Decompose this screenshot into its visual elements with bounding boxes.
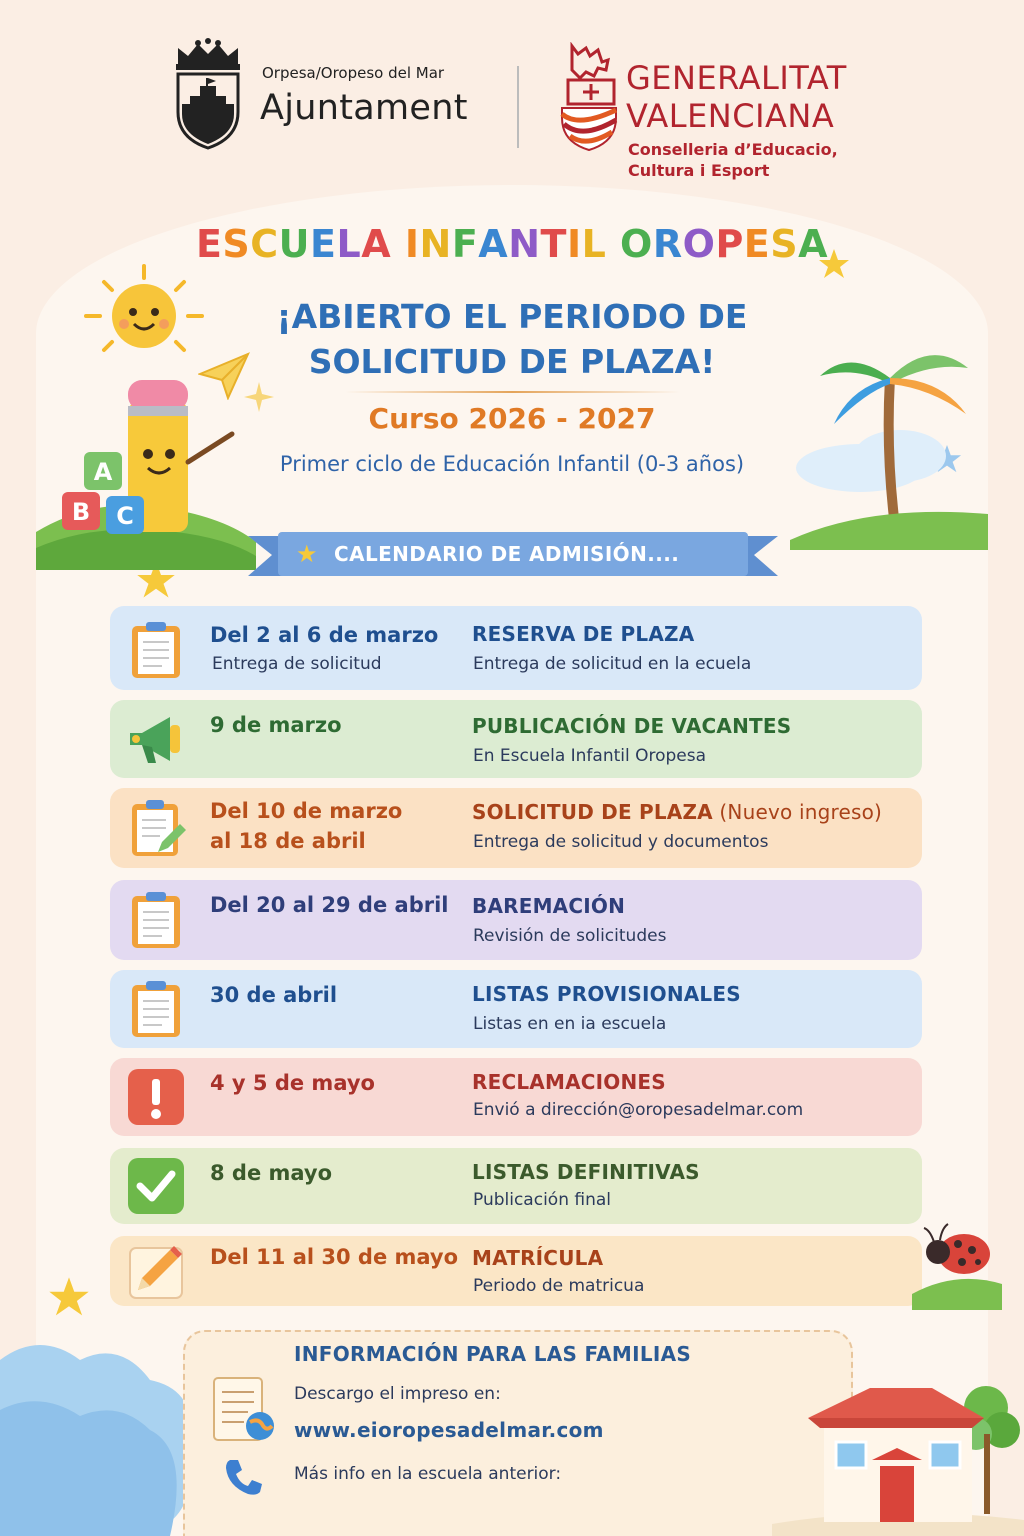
- calendar-row: [110, 788, 922, 868]
- calendar-row: [110, 970, 922, 1048]
- title-letter: T: [540, 222, 567, 266]
- title-letter: [391, 222, 405, 266]
- row-title: [472, 714, 791, 738]
- row-title-main: MATRÍCULA: [472, 1246, 604, 1270]
- title-letter: E: [195, 222, 223, 266]
- ajuntament-name: Ajuntament: [260, 88, 468, 128]
- row-title-main: RESERVA DE PLAZA: [472, 622, 695, 646]
- row-title: [472, 800, 882, 824]
- ribbon-label: CALENDARIO DE ADMISIÓN....: [334, 542, 680, 566]
- title-letter: I: [566, 222, 582, 266]
- star-icon: [818, 248, 850, 280]
- generalitat-line2: VALENCIANA: [626, 97, 835, 135]
- row-title: [472, 1070, 666, 1094]
- row-title-main: BAREMACIÓN: [472, 894, 626, 918]
- row-description: Listas en en ia escuela: [473, 1014, 667, 1034]
- title-letter: O: [682, 222, 716, 266]
- row-title: [472, 982, 741, 1006]
- clipboard-pencil-icon: [124, 796, 188, 860]
- calendar-row: [110, 1148, 922, 1224]
- row-title-main: LISTAS DEFINITIVAS: [472, 1160, 700, 1184]
- row-description: Periodo de matricua: [473, 1276, 645, 1296]
- conselleria-line1: Conselleria d’Educacio,: [628, 140, 838, 159]
- ajuntament-subtitle: Orpesa/Oropeso del Mar: [262, 64, 445, 82]
- row-description: Revisión de solicitudes: [473, 926, 667, 946]
- clipboard-icon: [124, 618, 188, 682]
- calendar-row: [110, 880, 922, 960]
- title-letter: L: [581, 222, 607, 266]
- title-letter: P: [715, 222, 744, 266]
- pencil-icon: [124, 1240, 188, 1304]
- row-description: Entrega de solicitud en la ecuela: [473, 654, 752, 674]
- calendar-row: [110, 700, 922, 778]
- title-letter: U: [278, 222, 311, 266]
- palm-tree-icon: [790, 318, 988, 550]
- calendar-row: [110, 606, 922, 690]
- info-title: INFORMACIÓN PARA LAS FAMILIAS: [294, 1342, 692, 1366]
- row-date: Del 2 al 6 de marzo: [210, 623, 439, 647]
- megaphone-icon: [124, 707, 188, 771]
- generalitat-emblem-icon: [558, 42, 620, 152]
- headline-line1: ¡ABIERTO EL PERIODO DE: [276, 297, 748, 336]
- headline-line2: SOLICITUD DE PLAZA!: [308, 342, 716, 381]
- svg-text:A: A: [93, 458, 113, 486]
- row-title-main: LISTAS PROVISIONALES: [472, 982, 741, 1006]
- row-date: 30 de abril: [210, 983, 338, 1007]
- calendar-row: [110, 1236, 922, 1306]
- calendar-row: [110, 1058, 922, 1136]
- admission-calendar-ribbon: [248, 530, 778, 580]
- row-title: [472, 1160, 700, 1184]
- clipboard-icon: [124, 977, 188, 1041]
- row-date: Del 11 al 30 de mayo: [210, 1245, 459, 1269]
- headline-divider: [345, 391, 680, 393]
- row-date: 9 de marzo: [210, 713, 342, 737]
- more-info-label: Más info en la escuela anterior:: [294, 1464, 562, 1484]
- row-title-extra: (Nuevo ingreso): [712, 800, 883, 824]
- title-letter: [606, 222, 620, 266]
- title-letter: A: [361, 222, 392, 266]
- ladybug-icon: [912, 1214, 1002, 1310]
- title-letter: L: [336, 222, 362, 266]
- title-letter: O: [620, 222, 653, 266]
- row-date-line2: al 18 de abril: [210, 829, 366, 853]
- header-divider: [517, 66, 519, 148]
- row-date-subtitle: Entrega de solicitud: [212, 654, 382, 674]
- title-letter: A: [478, 222, 509, 266]
- generalitat-logo: [558, 42, 878, 187]
- document-globe-icon: [210, 1376, 280, 1446]
- title-letter: I: [404, 222, 420, 266]
- row-date: Del 20 al 29 de abril: [210, 893, 449, 917]
- row-description: En Escuela Infantil Oropesa: [473, 746, 707, 766]
- title-letter: F: [451, 222, 479, 266]
- checkmark-icon: [124, 1154, 188, 1218]
- svg-text:C: C: [116, 502, 134, 530]
- row-date: 8 de mayo: [210, 1161, 333, 1185]
- cloud-icon: [0, 1320, 200, 1536]
- title-letter: E: [743, 222, 771, 266]
- row-date: Del 10 de marzo: [210, 799, 403, 823]
- download-label: Descargo el impreso en:: [294, 1384, 501, 1404]
- star-icon: [48, 1276, 90, 1318]
- school-house-icon: [772, 1374, 1024, 1536]
- course-year: Curso 2026 - 2027: [368, 402, 656, 435]
- svg-text:B: B: [71, 498, 91, 526]
- row-description: Envió a dirección@oropesadelmar.com: [473, 1100, 804, 1120]
- row-title-main: SOLICITUD DE PLAZA: [472, 800, 713, 824]
- title-letter: N: [419, 222, 452, 266]
- title-letter: N: [508, 222, 541, 266]
- sun-icon: [82, 262, 206, 362]
- exclamation-icon: [124, 1065, 188, 1129]
- row-title-main: PUBLICACIÓN DE VACANTES: [472, 714, 792, 738]
- title-letter: A: [798, 222, 829, 266]
- website-link[interactable]: www.eioropesadelmar.com: [294, 1418, 604, 1442]
- row-title: [472, 622, 694, 646]
- title-letter: S: [222, 222, 251, 266]
- clipboard-icon: [124, 888, 188, 952]
- phone-icon: [222, 1456, 264, 1498]
- row-title: [472, 1246, 603, 1270]
- star-icon: ★: [296, 540, 318, 568]
- school-title: [0, 222, 1024, 266]
- pencil-character-icon: [36, 372, 256, 570]
- row-description: Publicación final: [473, 1190, 612, 1210]
- conselleria-line2: Cultura i Esport: [628, 161, 770, 180]
- title-letter: R: [652, 222, 683, 266]
- generalitat-line1: GENERALITAT: [626, 59, 847, 97]
- title-letter: C: [250, 222, 279, 266]
- title-letter: S: [770, 222, 799, 266]
- row-date: 4 y 5 de mayo: [210, 1071, 375, 1095]
- title-letter: E: [310, 222, 337, 266]
- ajuntament-logo: [172, 38, 492, 153]
- crown-crest-icon: [172, 38, 244, 150]
- row-title-main: RECLAMACIONES: [472, 1070, 666, 1094]
- row-title: [472, 894, 625, 918]
- row-description: Entrega de solicitud y documentos: [473, 832, 769, 852]
- education-cycle: Primer ciclo de Educación Infantil (0-3 años): [279, 452, 745, 476]
